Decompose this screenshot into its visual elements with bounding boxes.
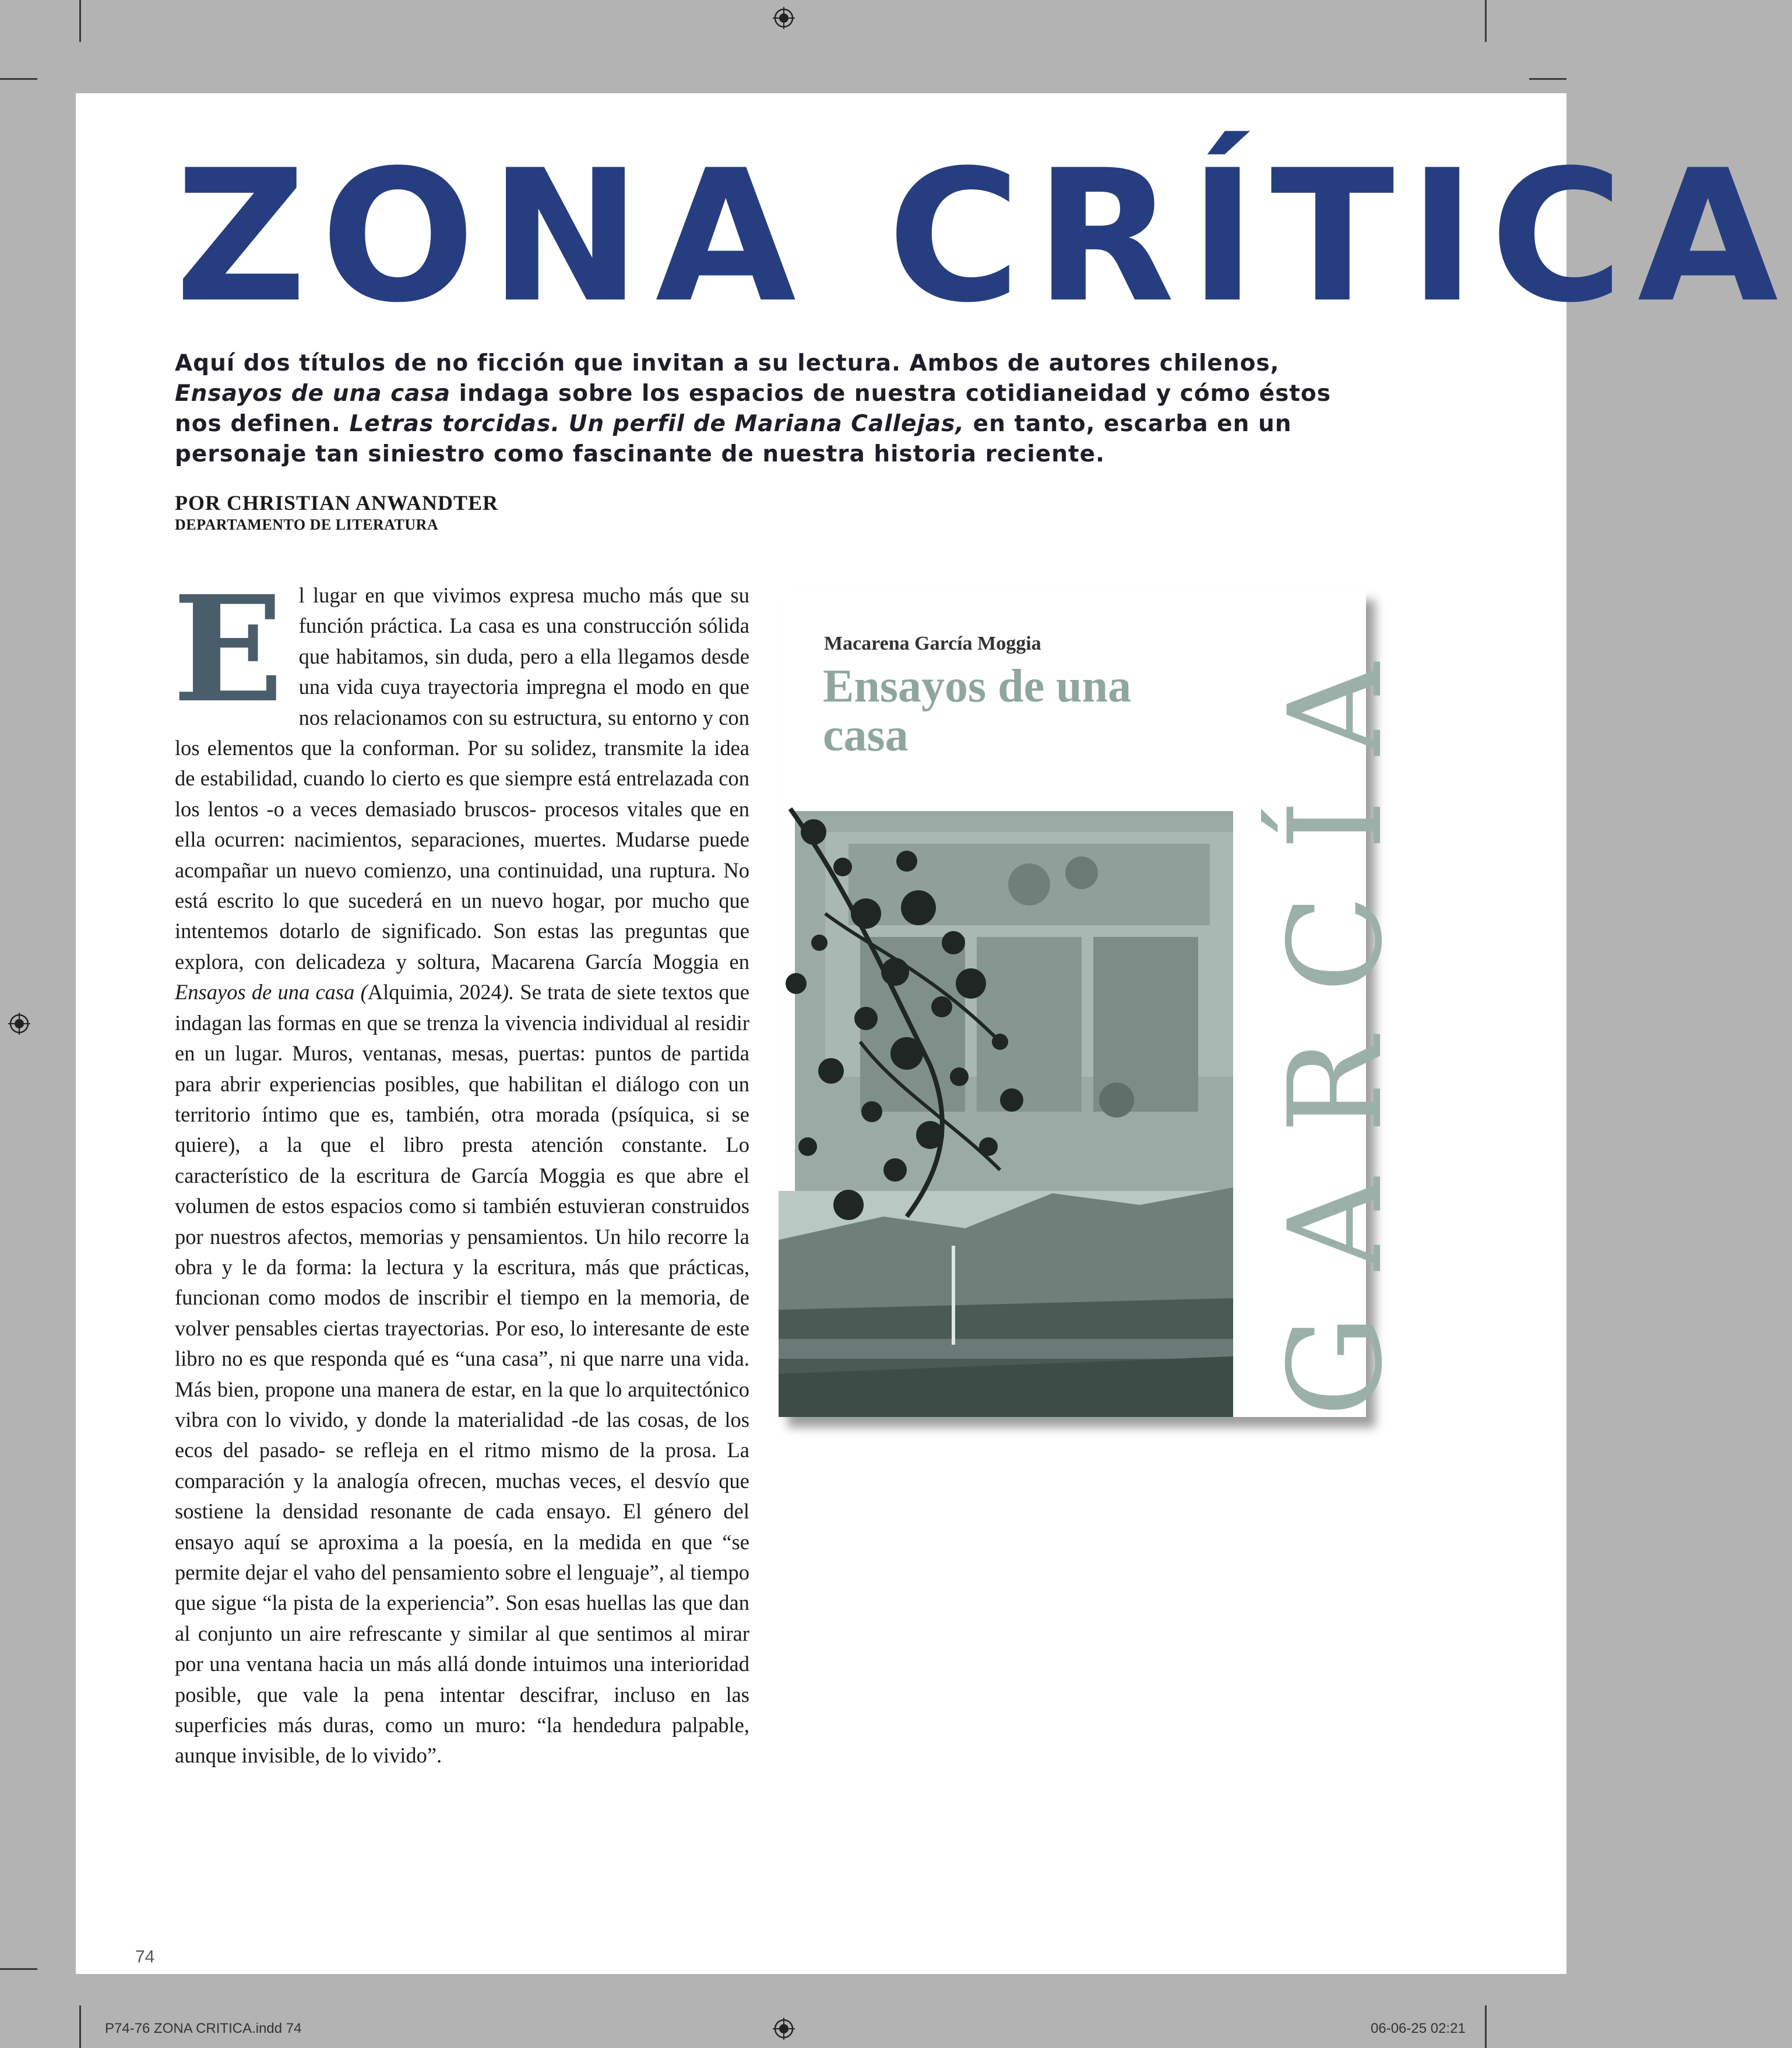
cover-title: Ensayos de una casa [823, 661, 1132, 761]
crop-mark [0, 1968, 37, 1970]
crop-mark [79, 2005, 81, 2048]
cover-author: Macarena García Moggia [824, 633, 1041, 654]
drop-cap: E [172, 563, 284, 735]
page-number: 74 [135, 1947, 155, 1966]
lead-paragraph: Aquí dos títulos de no ficción que invitan a su lectura. Ambos de autores chilenos, Ensayos de una casa indaga sobre los espacios de nuestra cotidianeidad y cómo éstos nos definen. Letras torcidas. Un perfil de Mariana Callejas, en tanto, escarba en un personaje tan siniestro como fascinante de nuestra historia reciente. [175, 350, 1331, 467]
print-slug-file: P74-76 ZONA CRITICA.indd 74 [105, 2021, 302, 2036]
crop-mark [1529, 78, 1566, 80]
article-body: El lugar en que vivimos expresa mucho más que su función práctica. La casa es una construcción sólida que habitamos, sin duda, pero a ella llegamos desde una vida cuya trayectoria impregna el modo en que nos relacionamos con su estructura, su entorno y con los elementos que la conforman. Por su solidez, transmite la idea de estabilidad, cuando lo cierto es que siempre está entrelazada con los lentos -o a veces demasiado bruscos- procesos vitales que en ella ocurren: nacimientos, separaciones, muertes. Mudarse puede acompañar un nuevo comienzo, una continuidad, una ruptura. No está escrito lo que sucederá en un nuevo hogar, por mucho que intentemos dotarlo de significado. Son estas las preguntas que explora, con delicadeza y soltura, Macarena García Moggia en Ensayos de una casa (Alquimia, 2024). Se trata de siete textos que indagan las formas en que se trenza la vivencia individual al residir en un lugar. Muros, ventanas, mesas, puertas: puntos de partida para abrir experiencias posibles, que habilitan el diálogo con un territorio íntimo que es, también, otra morada (psíquica, si se quiere), a la que el libro presta atención constante. Lo característico de la escritura de García Moggia es que abre el volumen de estos espacios como si también estuvieran construidos por nuestros afectos, memorias y pensamientos. Un hilo recorre la obra y le da forma: la lectura y la escritura, más que prácticas, funcionan como modos de inscribir el tiempo en la memoria, de volver pensables ciertas trayectorias. Por eso, lo interesante de este libro no es que responda qué es “una casa”, ni que narre una vida. Más bien, propone una manera de estar, en la que lo arquitectónico vibra con lo vivido, y donde la materialidad -de las cosas, de los ecos del pasado- se refleja en el ritmo mismo de la prosa. La comparación y la analogía ofrecen, muchas veces, el desvío que sostiene la densidad resonante de cada ensayo. El género del ensayo aquí se aproxima a la poesía, en la medida en que “se permite dejar el vaho del pensamiento sobre el lenguaje”, al tiempo que sigue “la pista de la experiencia”. Son esas huellas las que dan al conjunto un aire refrescante y similar al que sentimos al mirar por una ventana hacia un más allá donde intuimos una interioridad posible, que vale la pena intentar descifrar, incluso en las superficies más duras, como un muro: “la hendedura palpable, aunque invisible, de lo vivido”. [172, 563, 749, 1768]
crop-mark [1485, 0, 1487, 42]
crop-mark [79, 0, 81, 42]
registration-mark-icon [773, 2018, 795, 2040]
registration-mark-icon [8, 1013, 30, 1035]
book-cover [779, 590, 1410, 1417]
crop-mark [1485, 2005, 1487, 2048]
author-byline: POR CHRISTIAN ANWANDTER [175, 491, 499, 514]
print-slug-date: 06-06-25 02:21 [1371, 2021, 1466, 2036]
cover-vertical-author: GARCÍA [1261, 618, 1410, 1417]
cover-illustration [779, 797, 1233, 1417]
crop-mark [0, 78, 37, 80]
page-title: ZONA CRÍTICA [175, 131, 1792, 343]
author-department: DEPARTAMENTO DE LITERATURA [175, 516, 439, 533]
registration-mark-icon [773, 7, 795, 29]
